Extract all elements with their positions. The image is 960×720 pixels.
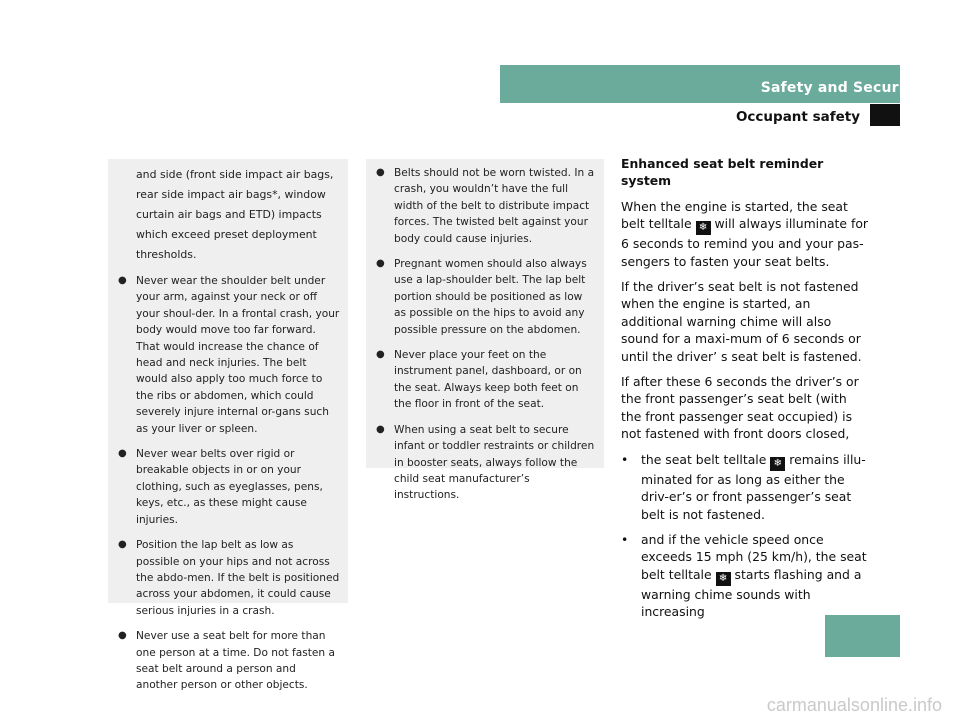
- list-item-text: Belts should not be worn twisted. In a crash, you wouldn’t have the full width of the belt to distribute impact forces. The twisted belt against your body could cause injuries.: [394, 167, 595, 245]
- bullet-icon: ●: [118, 448, 127, 460]
- main-text-column: [621, 155, 871, 629]
- bullet-icon: ●: [376, 167, 385, 178]
- section-title: Safety and Security: [760, 80, 920, 96]
- list-item-text: Never use a seat belt for more than one person at a time. Do not fasten a seat belt around a person and another person or other objects.: [136, 630, 336, 692]
- bullet-icon: •: [621, 531, 629, 547]
- section-heading: Enhanced seat belt reminder system: [621, 156, 824, 189]
- warning-box-left: [108, 159, 348, 692]
- list-item-text: Position the lap belt as low as possible on your hips and not across the abdo-men. If the belt is positioned across your abdomen, it could cause serious injuries in a crash.: [136, 539, 340, 617]
- bullet-icon: ●: [376, 349, 385, 361]
- warning-list-left: [116, 273, 340, 694]
- list-item-text: remains illu-minated for as long as either the driv-er’s or front passenger’s seat belt is not fastened.: [641, 451, 866, 522]
- list-item: [374, 256, 596, 338]
- warning-list-middle: [374, 165, 596, 504]
- seat-belt-icon: ❄: [696, 221, 711, 235]
- bullet-icon: ●: [376, 258, 385, 270]
- list-item-text: the seat belt telltale: [641, 451, 767, 467]
- list-item-text: Never place your feet on the instrument panel, dashboard, or on the seat. Always keep both feet on the floor in front of the seat.: [394, 349, 582, 411]
- list-item: [116, 446, 340, 528]
- subsection-title: Occupant safety: [735, 109, 860, 125]
- seat-belt-icon: ❄: [770, 457, 785, 471]
- list-item: [621, 451, 871, 523]
- list-item: [116, 537, 340, 619]
- list-item-text: Pregnant women should also always use a lap-shoulder belt. The lap belt portion should be positioned as low as possible on the hips to avoid any possible pressure on the abdomen.: [394, 258, 587, 336]
- list-item-text: and if the vehicle speed once exceeds 15 mph (25 km/h), the seat belt telltale: [641, 531, 867, 582]
- bullet-icon: •: [621, 451, 629, 467]
- bullet-icon: ●: [118, 630, 127, 642]
- paragraph-text: When the engine is started, the seat belt telltale: [621, 198, 848, 232]
- list-item: [374, 165, 596, 247]
- list-item: [374, 347, 596, 413]
- paragraph-text: will always illuminate for 6 seconds to remind you and your pas-sengers to fasten your seat belts.: [621, 216, 869, 269]
- seat-belt-icon: ❄: [716, 572, 731, 586]
- reminder-list: [621, 451, 871, 621]
- list-item: [374, 422, 596, 504]
- warning-box-middle: [366, 159, 604, 502]
- list-item-text: starts flashing and a warning chime sounds with increasing: [641, 566, 862, 620]
- list-item-text: Never wear belts over rigid or breakable objects in or on your clothing, such as eyeglasses, pens, keys, etc., as these might cause injuries.: [136, 448, 323, 526]
- bullet-icon: ●: [118, 539, 127, 551]
- bullet-icon: ●: [118, 275, 127, 286]
- list-item-text: Never wear the shoulder belt under your arm, against your neck or off your shoul-der. In a frontal crash, your body would move too far forward. That would increase the chance of head and neck injuries. The belt would also apply too much force to the ribs or abdomen, which could severely injure internal or-gans such as your liver or spleen.: [136, 275, 340, 435]
- section-tab-marker: [870, 104, 900, 126]
- page-number: 71: [900, 621, 920, 637]
- watermark: carmanualsonline.info: [766, 695, 942, 715]
- paragraph: If the driver’s seat belt is not fastened when the engine is started, an additional warning chime will also sound for a maxi-mum of 6 seconds or until the driver’ s seat belt is fastened.: [621, 279, 862, 364]
- paragraph: [621, 198, 871, 270]
- list-item: [621, 531, 871, 621]
- list-item: [116, 628, 340, 694]
- paragraph: If after these 6 seconds the driver’s or the front passenger’s seat belt (with the front passenger seat occupied) is not fastened with front doors closed,: [621, 374, 859, 442]
- warning-intro: and side (front side impact air bags, rear side impact air bags*, window curtain air bags and ETD) impacts which exceed preset deployment thresholds.: [136, 168, 334, 261]
- list-item: [116, 273, 340, 437]
- bullet-icon: ●: [376, 423, 385, 435]
- list-item-text: When using a seat belt to secure infant or toddler restraints or children in booster seats, always follow the child seat manufacturer’s instructions.: [394, 423, 595, 502]
